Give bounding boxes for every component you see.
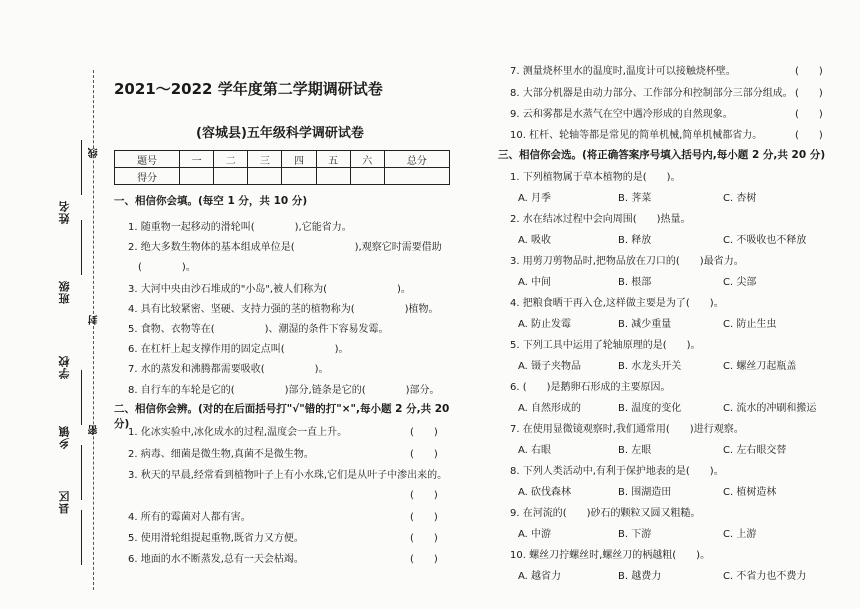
choice-question: 4. 把粮食晒干再入仓,这样做主要是为了( )。	[510, 298, 724, 309]
town-field-label: 乡镇	[58, 425, 71, 449]
option-b[interactable]: B. 水龙头开关	[618, 361, 682, 372]
choice-question: 7. 在使用显微镜观察时,我们通常用( )进行观察。	[510, 424, 744, 435]
fill-question: 3. 大河中央由沙石堆成的"小岛",被人们称为( )。	[128, 284, 411, 295]
section-3-heading: 三、相信你会选。(将正确答案序号填入括号内,每小题 2 分,共 20 分)	[498, 149, 826, 161]
choice-question: 5. 下列工具中运用了轮轴原理的是( )。	[510, 340, 701, 351]
option-a[interactable]: A. 镊子夹物品	[518, 361, 582, 372]
answer-parens[interactable]: ( )	[410, 512, 438, 523]
choice-question: 10. 螺丝刀拧螺丝时,螺丝刀的柄越粗( )。	[510, 550, 711, 561]
option-c[interactable]: C. 尖部	[723, 277, 757, 288]
score-cell: 四	[282, 151, 316, 168]
score-cell: 二	[214, 151, 248, 168]
answer-parens[interactable]: ( )	[795, 88, 823, 99]
option-a[interactable]: A. 吸收	[518, 235, 552, 246]
score-input-cell[interactable]	[316, 168, 350, 185]
option-a[interactable]: A. 月季	[518, 193, 552, 204]
answer-parens[interactable]: ( )	[410, 490, 438, 501]
name-field-label: 姓名	[58, 200, 71, 224]
judge-question: 6. 地面的水不断蒸发,总有一天会枯竭。	[128, 554, 304, 565]
class-field-label: 班级	[58, 280, 71, 304]
fill-question: 2. 绝大多数生物体的基本组成单位是( ),观察它时需要借助	[128, 242, 442, 253]
fill-question: 7. 水的蒸发和沸腾都需要吸收( )。	[128, 364, 329, 375]
option-c[interactable]: C. 螺丝刀起瓶盖	[723, 361, 797, 372]
judge-question: 3. 秋天的早晨,经常看到植物叶子上有小水珠,它们是从叶子中渗出来的。	[128, 470, 448, 481]
score-cell: 一	[180, 151, 214, 168]
option-b[interactable]: B. 释放	[618, 235, 652, 246]
score-input-cell[interactable]	[350, 168, 384, 185]
option-a[interactable]: A. 自然形成的	[518, 403, 582, 414]
line-mark: 线	[89, 148, 100, 158]
judge-question: 9. 云和雾都是水蒸气在空中遇冷形成的自然现象。	[510, 109, 733, 120]
school-field-label: 学校	[58, 355, 71, 379]
choice-question: 6. ( )是鹅卵石形成的主要原因。	[510, 382, 671, 393]
district-field-line[interactable]	[81, 510, 82, 565]
score-table	[114, 150, 450, 185]
fill-question: 5. 食物、衣物等在( )、潮湿的条件下容易发霉。	[128, 324, 389, 335]
score-input-cell[interactable]	[282, 168, 316, 185]
option-b[interactable]: B. 越费力	[618, 571, 662, 582]
fill-question: 1. 随重物一起移动的滑轮叫( ),它能省力。	[128, 222, 352, 233]
score-cell: 六	[350, 151, 384, 168]
judge-question: 2. 病毒、细菌是微生物,真菌不是微生物。	[128, 449, 314, 460]
judge-question: 5. 使用滑轮组提起重物,既省力又方便。	[128, 533, 304, 544]
option-c[interactable]: C. 不省力也不费力	[723, 571, 807, 582]
choice-question: 3. 用剪刀剪物品时,把物品放在刀口的( )最省力。	[510, 256, 744, 267]
score-input-cell[interactable]	[384, 168, 449, 185]
score-table-header-row	[115, 151, 450, 168]
option-b[interactable]: B. 减少重量	[618, 319, 672, 330]
option-b[interactable]: B. 左眼	[618, 445, 652, 456]
option-b[interactable]: B. 根部	[618, 277, 652, 288]
score-cell: 总分	[384, 151, 449, 168]
answer-parens[interactable]: ( )	[795, 130, 823, 141]
choice-question: 9. 在河流的( )砂石的颗粒又圆又粗糙。	[510, 508, 701, 519]
choice-question: 8. 下列人类活动中,有利于保护地表的是( )。	[510, 466, 724, 477]
choice-question: 1. 下列植物属于草本植物的是( )。	[510, 172, 681, 183]
section-1-heading: 一、相信你会填。(每空 1 分，共 10 分)	[114, 195, 308, 207]
score-input-cell[interactable]	[214, 168, 248, 185]
answer-parens[interactable]: ( )	[795, 109, 823, 120]
seal-mark: 封	[89, 315, 100, 325]
school-field-line[interactable]	[81, 370, 82, 425]
section-2-heading: 二、相信你会辨。(对的在后面括号打"√"错的打"×",每小题 2 分,共 20 分)	[114, 403, 450, 430]
fill-question: 8. 自行车的车轮是它的( )部分,链条是它的( )部分。	[128, 385, 440, 396]
name-field-line[interactable]	[81, 140, 82, 195]
option-b[interactable]: B. 围湖造田	[618, 487, 672, 498]
option-a[interactable]: A. 越省力	[518, 571, 562, 582]
option-c[interactable]: C. 植树造林	[723, 487, 777, 498]
option-a[interactable]: A. 右眼	[518, 445, 552, 456]
option-a[interactable]: A. 砍伐森林	[518, 487, 572, 498]
option-b[interactable]: B. 荠菜	[618, 193, 652, 204]
fill-question: 6. 在杠杆上起支撑作用的固定点叫( )。	[128, 344, 349, 355]
score-cell: 题号	[115, 151, 180, 168]
option-c[interactable]: C. 流水的冲刷和搬运	[723, 403, 817, 414]
score-cell: 五	[316, 151, 350, 168]
answer-parens[interactable]: ( )	[795, 66, 823, 77]
option-c[interactable]: C. 不吸收也不释放	[723, 235, 807, 246]
score-cell: 三	[248, 151, 282, 168]
class-field-line[interactable]	[81, 220, 82, 275]
option-a[interactable]: A. 防止发霉	[518, 319, 572, 330]
judge-question: 10. 杠杆、轮轴等都是常见的简单机械,简单机械都省力。	[510, 130, 763, 141]
answer-parens[interactable]: ( )	[410, 427, 438, 438]
fill-question: ( )。	[138, 262, 196, 273]
score-input-cell[interactable]	[180, 168, 214, 185]
option-b[interactable]: B. 下游	[618, 529, 652, 540]
judge-question: 7. 测量烧杯里水的温度时,温度计可以接触烧杯壁。	[510, 66, 736, 77]
judge-question: 1. 化冰实验中,冰化成水的过程,温度会一直上升。	[128, 427, 348, 438]
binding-margin	[55, 70, 105, 590]
exam-subtitle: (容城县)五年级科学调研试卷	[196, 126, 364, 141]
choice-question: 2. 水在结冰过程中会向周围( )热量。	[510, 214, 691, 225]
exam-title: 2021～2022 学年度第二学期调研试卷	[114, 80, 383, 98]
option-c[interactable]: C. 防止生虫	[723, 319, 777, 330]
option-a[interactable]: A. 中游	[518, 529, 552, 540]
answer-parens[interactable]: ( )	[410, 554, 438, 565]
score-input-cell[interactable]	[248, 168, 282, 185]
option-c[interactable]: C. 左右眼交替	[723, 445, 787, 456]
answer-parens[interactable]: ( )	[410, 449, 438, 460]
district-field-label: 县区	[58, 490, 71, 514]
option-b[interactable]: B. 温度的变化	[618, 403, 682, 414]
fill-question: 4. 具有比较紧密、坚硬、支持力强的茎的植物称为( )植物。	[128, 304, 439, 315]
judge-question: 4. 所有的霉菌对人都有害。	[128, 512, 251, 523]
answer-parens[interactable]: ( )	[410, 533, 438, 544]
score-table-score-row	[115, 168, 450, 185]
score-cell: 得分	[115, 168, 180, 185]
option-a[interactable]: A. 中间	[518, 277, 552, 288]
option-c[interactable]: C. 上游	[723, 529, 757, 540]
option-c[interactable]: C. 杏树	[723, 193, 757, 204]
mi-mark: 密	[89, 425, 100, 435]
judge-question: 8. 大部分机器是由动力部分、工作部分和控制部分三部分组成。	[510, 88, 793, 99]
